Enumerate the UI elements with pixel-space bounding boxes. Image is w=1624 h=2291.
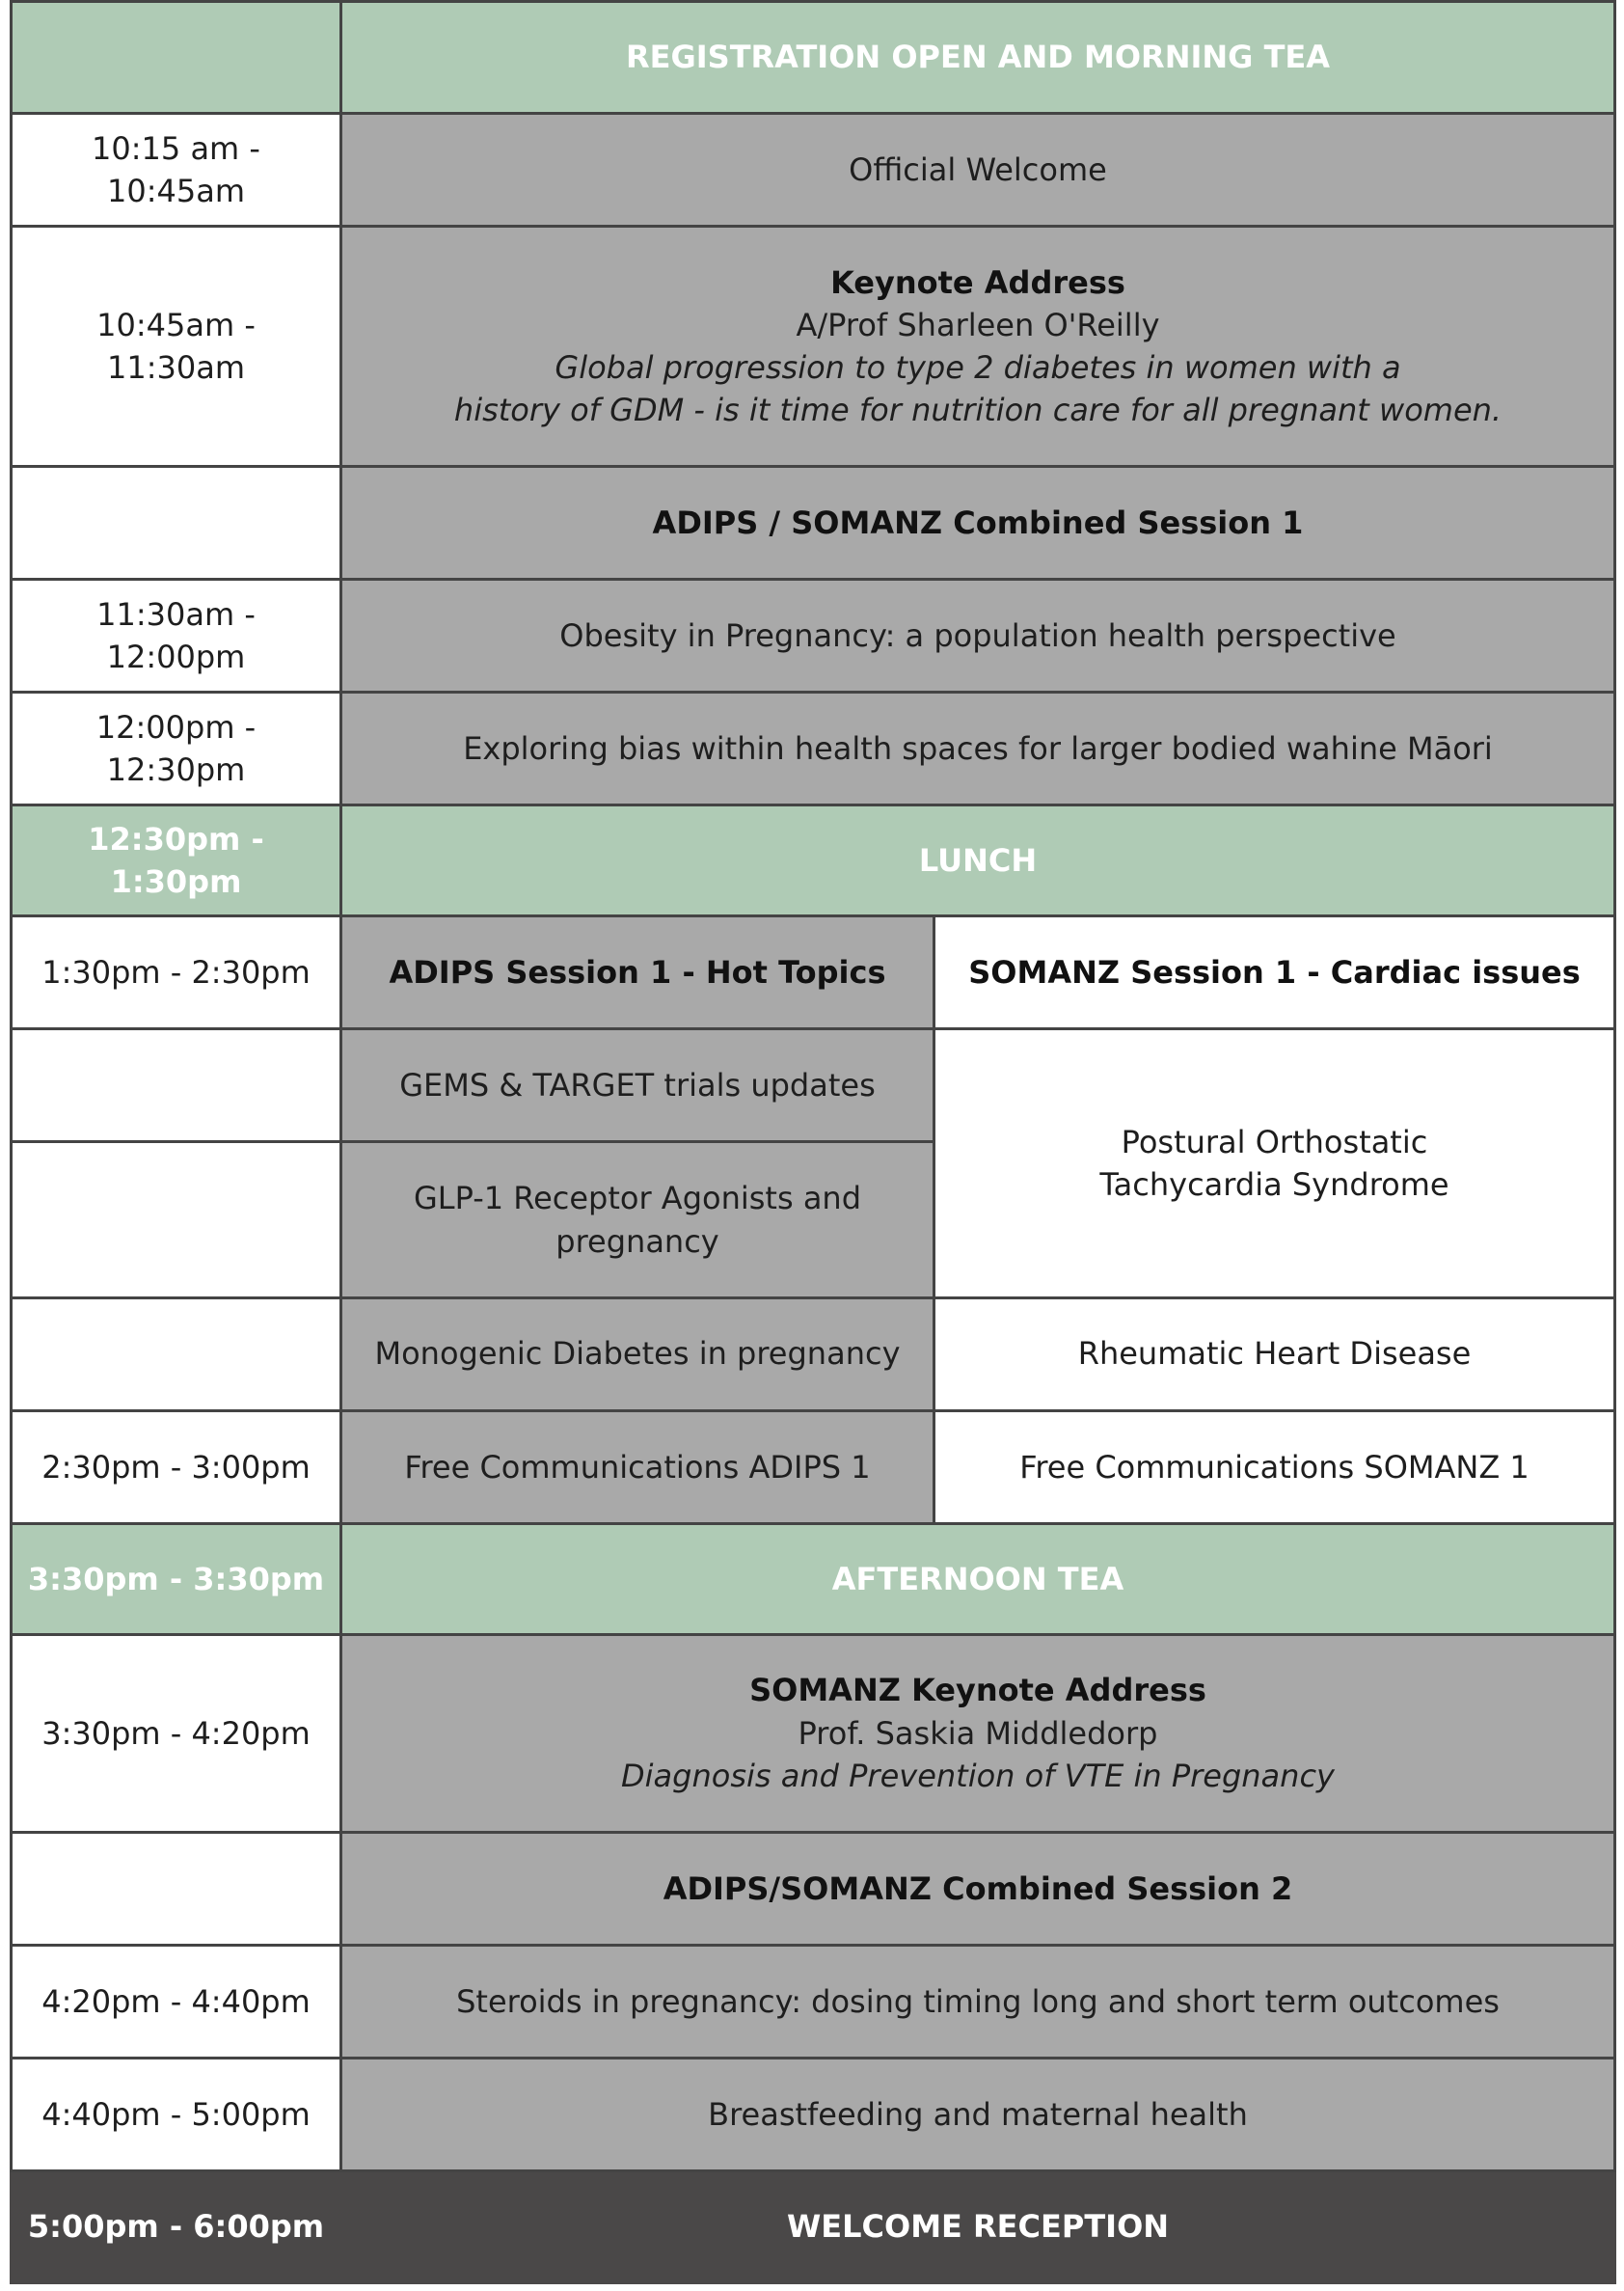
schedule-row: [12, 580, 1615, 693]
keynote-cell: [341, 227, 1615, 467]
schedule-row: [12, 2, 1615, 114]
time-cell: 3:30pm - 4:20pm: [12, 1634, 341, 1832]
time-cell: [12, 1832, 341, 1945]
time-cell: [12, 1029, 341, 1142]
schedule-row: [12, 1523, 1615, 1634]
keynote-heading: SOMANZ Keynote Address: [749, 1672, 1206, 1709]
session-cell: Breastfeeding and maternal health: [341, 2058, 1615, 2170]
schedule-row: [12, 114, 1615, 227]
schedule-row: [12, 1297, 1615, 1410]
time-cell: 11:30am - 12:00pm: [12, 580, 341, 693]
schedule-row: [12, 1832, 1615, 1945]
time-cell: [12, 2, 341, 114]
somanz-session-cell: Rheumatic Heart Disease: [934, 1297, 1615, 1410]
time-cell: 1:30pm - 2:30pm: [12, 916, 341, 1029]
adips-session-cell: Free Communications ADIPS 1: [341, 1410, 934, 1523]
time-cell: 12:00pm - 12:30pm: [12, 693, 341, 805]
somanz-session-heading: SOMANZ Session 1 - Cardiac issues: [934, 916, 1615, 1029]
keynote-speaker: Prof. Saskia Middledorp: [798, 1714, 1158, 1752]
time-cell: 5:00pm - 6:00pm: [12, 2170, 341, 2282]
schedule-row: [12, 1410, 1615, 1523]
schedule-row: [12, 916, 1615, 1029]
time-cell: [12, 467, 341, 580]
time-cell: 2:30pm - 3:00pm: [12, 1410, 341, 1523]
session-cell: AFTERNOON TEA: [341, 1523, 1615, 1634]
keynote-speaker: A/Prof Sharleen O'Reilly: [796, 306, 1160, 343]
session-cell: Exploring bias within health spaces for larger bodied wahine Māori: [341, 693, 1615, 805]
schedule-row: [12, 693, 1615, 805]
schedule-row: [12, 467, 1615, 580]
session-cell: Steroids in pregnancy: dosing timing long and short term outcomes: [341, 1945, 1615, 2058]
session-cell: Official Welcome: [341, 114, 1615, 227]
time-cell: 4:20pm - 4:40pm: [12, 1945, 341, 2058]
session-cell: REGISTRATION OPEN AND MORNING TEA: [341, 2, 1615, 114]
time-cell: 3:30pm - 3:30pm: [12, 1523, 341, 1634]
program-schedule-table: [10, 0, 1616, 2284]
session-cell: Obesity in Pregnancy: a population health perspective: [341, 580, 1615, 693]
keynote-heading: Keynote Address: [830, 263, 1125, 301]
somanz-session-cell: Free Communications SOMANZ 1: [934, 1410, 1615, 1523]
adips-session-heading: ADIPS Session 1 - Hot Topics: [341, 916, 934, 1029]
schedule-row: [12, 1945, 1615, 2058]
schedule-row: [12, 1029, 1615, 1142]
time-cell: 10:15 am - 10:45am: [12, 114, 341, 227]
keynote-topic-line-2: history of GDM - is it time for nutrition care for all pregnant women.: [453, 392, 1502, 429]
keynote-topic: Diagnosis and Prevention of VTE in Pregnancy: [621, 1757, 1335, 1794]
schedule-row: [12, 227, 1615, 467]
adips-session-cell: GEMS & TARGET trials updates: [341, 1029, 934, 1142]
session-cell: LUNCH: [341, 805, 1615, 916]
time-cell: [12, 1142, 341, 1297]
session-heading-cell: ADIPS/SOMANZ Combined Session 2: [341, 1832, 1615, 1945]
adips-session-cell: Monogenic Diabetes in pregnancy: [341, 1297, 934, 1410]
adips-session-cell: GLP-1 Receptor Agonists and pregnancy: [341, 1142, 934, 1297]
schedule-row: [12, 2058, 1615, 2170]
time-cell: [12, 1297, 341, 1410]
session-heading-cell: ADIPS / SOMANZ Combined Session 1: [341, 467, 1615, 580]
somanz-session-cell: Postural Orthostatic Tachycardia Syndrome: [934, 1029, 1615, 1297]
keynote-cell: [341, 1634, 1615, 1832]
schedule-row: [12, 805, 1615, 916]
time-cell: 10:45am - 11:30am: [12, 227, 341, 467]
schedule-row: [12, 2170, 1615, 2282]
time-cell: 4:40pm - 5:00pm: [12, 2058, 341, 2170]
keynote-topic-line-1: Global progression to type 2 diabetes in women with a: [555, 349, 1401, 387]
schedule-row: [12, 1634, 1615, 1832]
time-cell: 12:30pm - 1:30pm: [12, 805, 341, 916]
session-cell: WELCOME RECEPTION: [341, 2170, 1615, 2282]
